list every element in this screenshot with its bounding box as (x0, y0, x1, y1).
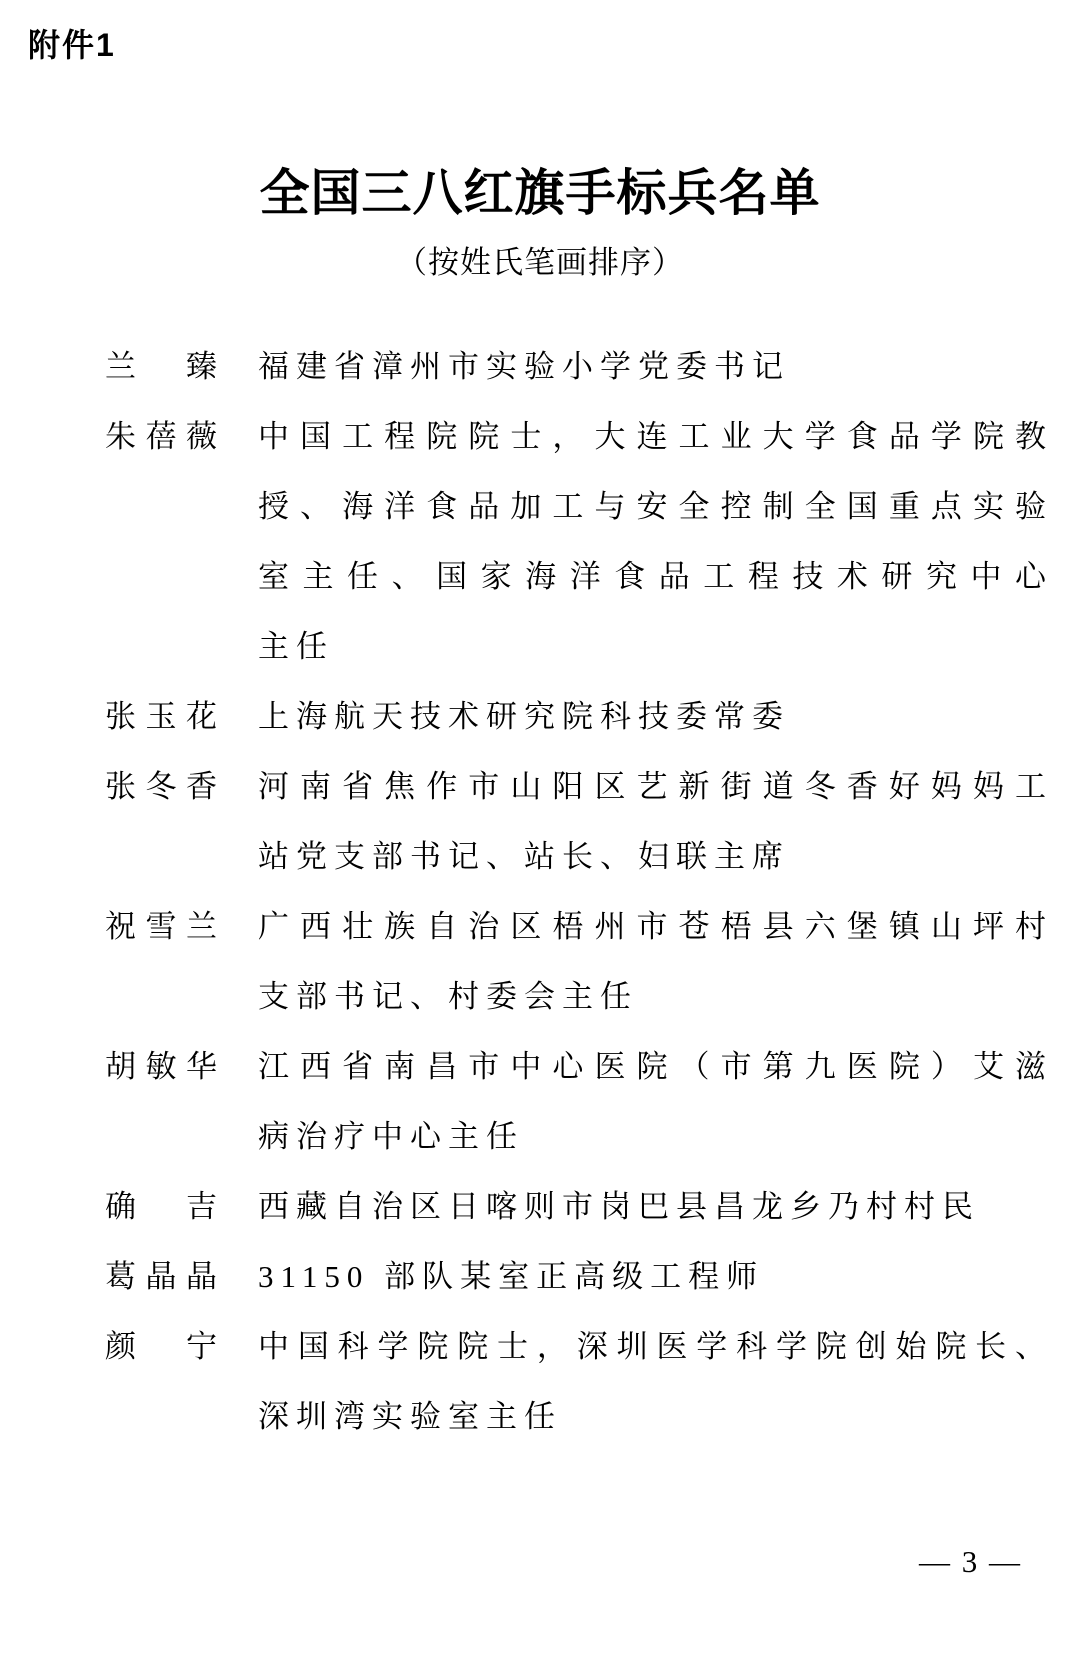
description-line: 上海航天技术研究院科技委常委 (258, 699, 790, 734)
entry-name: 兰臻 (105, 349, 217, 384)
description-line: 授、海洋食品加工与安全控制全国重点实验 (258, 489, 1053, 524)
description-line: 深圳湾实验室主任 (258, 1399, 562, 1434)
description-line: 河南省焦作市山阳区艺新街道冬香好妈妈工 (258, 769, 1053, 804)
description-line: 站党支部书记、站长、妇联主席 (258, 839, 790, 874)
page-subtitle: （按姓氏笔画排序） (396, 245, 684, 280)
list-entry (105, 332, 1055, 402)
list-entry (105, 402, 1055, 682)
entry-name: 张冬香 (105, 769, 217, 804)
entry-description (258, 1242, 1053, 1312)
description-line: 西藏自治区日喀则市岗巴县昌龙乡乃村村民 (258, 1189, 980, 1224)
list-entry (105, 1032, 1055, 1172)
entry-name: 朱蓓薇 (105, 419, 217, 454)
description-line: 福建省漳州市实验小学党委书记 (258, 349, 790, 384)
description-line: 中国科学院院士，深圳医学科学院创始院长、 (258, 1329, 1053, 1364)
description-line: 主任 (258, 629, 334, 664)
entry-name: 胡敏华 (105, 1049, 217, 1084)
entry-name: 葛晶晶 (105, 1259, 217, 1294)
list-entry (105, 682, 1055, 752)
list-entry (105, 892, 1055, 1032)
entry-name: 颜宁 (105, 1329, 217, 1364)
description-line: 支部书记、村委会主任 (258, 979, 638, 1014)
list-entry (105, 1312, 1055, 1452)
entry-description (258, 892, 1053, 1032)
list-entry (105, 752, 1055, 892)
entry-description (258, 682, 1053, 752)
page-number: — 3 — (919, 1544, 1022, 1579)
entry-name: 确吉 (105, 1189, 217, 1224)
description-line: 广西壮族自治区梧州市苍梧县六堡镇山坪村 (258, 909, 1053, 944)
description-line: 室主任、国家海洋食品工程技术研究中心 (258, 559, 1053, 594)
description-line: 江西省南昌市中心医院（市第九医院）艾滋 (258, 1049, 1053, 1084)
attachment-label: 附件1 (28, 27, 116, 63)
description-line: 中国工程院院士，大连工业大学食品学院教 (258, 419, 1053, 454)
list-entry (105, 1242, 1055, 1312)
page-title: 全国三八红旗手标兵名单 (259, 165, 821, 221)
entry-description (258, 332, 1053, 402)
description-line: 病治疗中心主任 (258, 1119, 524, 1154)
entry-description (258, 752, 1053, 892)
entry-name: 祝雪兰 (105, 909, 217, 944)
entry-description (258, 402, 1053, 682)
entry-description (258, 1032, 1053, 1172)
description-line: 31150 部队某室正高级工程师 (258, 1259, 765, 1294)
list-entry (105, 1172, 1055, 1242)
entry-description (258, 1312, 1053, 1452)
roster-list (105, 332, 1055, 1452)
entry-description (258, 1172, 1053, 1242)
entry-name: 张玉花 (105, 699, 217, 734)
